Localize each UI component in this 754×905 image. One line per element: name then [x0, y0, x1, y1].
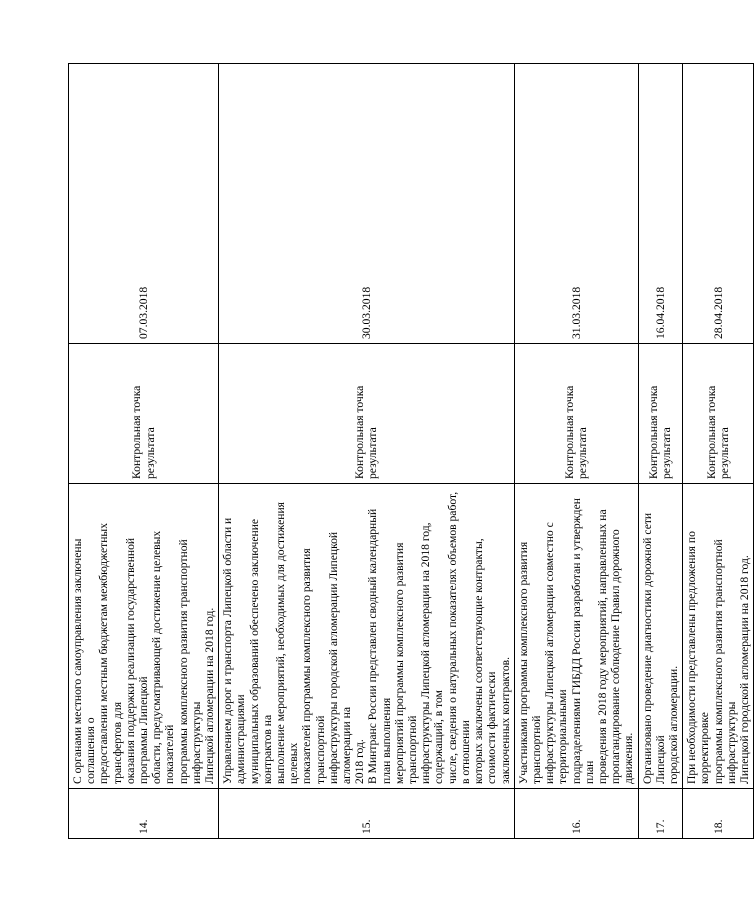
description-line: муниципальных образований обеспечено заключение контрактов на — [247, 518, 274, 784]
row-event-type: Контрольная точка результата — [638, 344, 683, 484]
row-description — [514, 484, 638, 789]
description-line: области, предусматривающей достижение целевых показателей — [150, 530, 177, 784]
description-line: При необходимости представлены предложения по корректировке — [685, 531, 712, 784]
description-line: заключенных контрактов. — [498, 657, 512, 784]
table-row — [514, 64, 638, 839]
description-line: программы комплексного развития транспортной инфраструктуры — [176, 539, 203, 784]
description-line: предоставлении местным бюджетам межбюджетных трансфертов для — [97, 523, 124, 784]
description-line: проведения в 2018 году мероприятий, направленных на — [595, 509, 609, 784]
row-event-type: Контрольная точка результата — [69, 344, 219, 484]
row-number: 17. — [638, 789, 683, 839]
row-event-type: Контрольная точка результата — [219, 344, 514, 484]
row-number: 16. — [514, 789, 638, 839]
description-line: инфраструктуры городской агломерации Липецкой агломерации на — [326, 531, 354, 784]
row-number: 18. — [683, 789, 754, 839]
row-date: 30.03.2018 — [219, 64, 514, 344]
description-line: В Минтранс России представлен сводный календарный план выполнения — [366, 508, 393, 784]
table-row — [638, 64, 683, 839]
description-line: показателей программы комплексного развития транспортной — [300, 548, 327, 784]
description-line: Липецкой городской агломерации на 2018 год. — [737, 555, 751, 784]
description-line: программы комплексного развития транспортной инфраструктуры — [711, 539, 738, 784]
description-line: инфраструктуры Липецкой агломерации на 2018 год, содержащий, в том — [419, 522, 446, 784]
row-event-type: Контрольная точка результата — [683, 344, 754, 484]
description-line: Организовано проведение диагностики дорожной сети Липецкой — [640, 512, 667, 784]
table-row — [683, 64, 754, 839]
description-line: выполнение мероприятий, необходимых для достижения целевых — [274, 502, 301, 784]
description-line: С органами местного самоуправления заключены соглашения о — [71, 538, 98, 784]
control-points-table — [68, 63, 754, 839]
description-line: Управлением дорог и транспорта Липецкой области и администрациями — [221, 517, 248, 784]
row-description — [219, 484, 514, 789]
row-description — [69, 484, 219, 789]
description-line: Липецкой агломерации на 2018 год. — [203, 607, 217, 784]
description-line: 2018 год. — [353, 739, 367, 784]
row-date: 16.04.2018 — [638, 64, 683, 344]
row-description — [683, 484, 754, 789]
description-line: которых заключены соответствующие контракты, стоимости фактически — [472, 538, 499, 784]
description-line: Участниками программы комплексного развития транспортной — [516, 541, 543, 784]
description-line: мероприятий программы комплексного развития транспортной — [392, 542, 420, 784]
description-line: числе, сведения о натуральных показателях объемов работ, в отношении — [445, 491, 472, 784]
row-description — [638, 484, 683, 789]
row-date: 07.03.2018 — [69, 64, 219, 344]
table-row — [219, 64, 514, 839]
description-line: городской агломерации. — [666, 665, 680, 784]
description-line: оказания поддержки реализации государственной программы Липецкой — [123, 537, 151, 784]
description-line: пропагандирование соблюдение Правил дорожного движения. — [609, 529, 636, 784]
row-number: 14. — [69, 789, 219, 839]
row-event-type: Контрольная точка результата — [514, 344, 638, 484]
row-number: 15. — [219, 789, 514, 839]
table-row — [69, 64, 219, 839]
description-line: подразделениями ГИБДД России разработан и утвержден план — [569, 498, 596, 784]
row-date: 28.04.2018 — [683, 64, 754, 344]
row-date: 31.03.2018 — [514, 64, 638, 344]
description-line: инфраструктуры Липецкой агломерации совместно с территориальными — [543, 522, 570, 784]
